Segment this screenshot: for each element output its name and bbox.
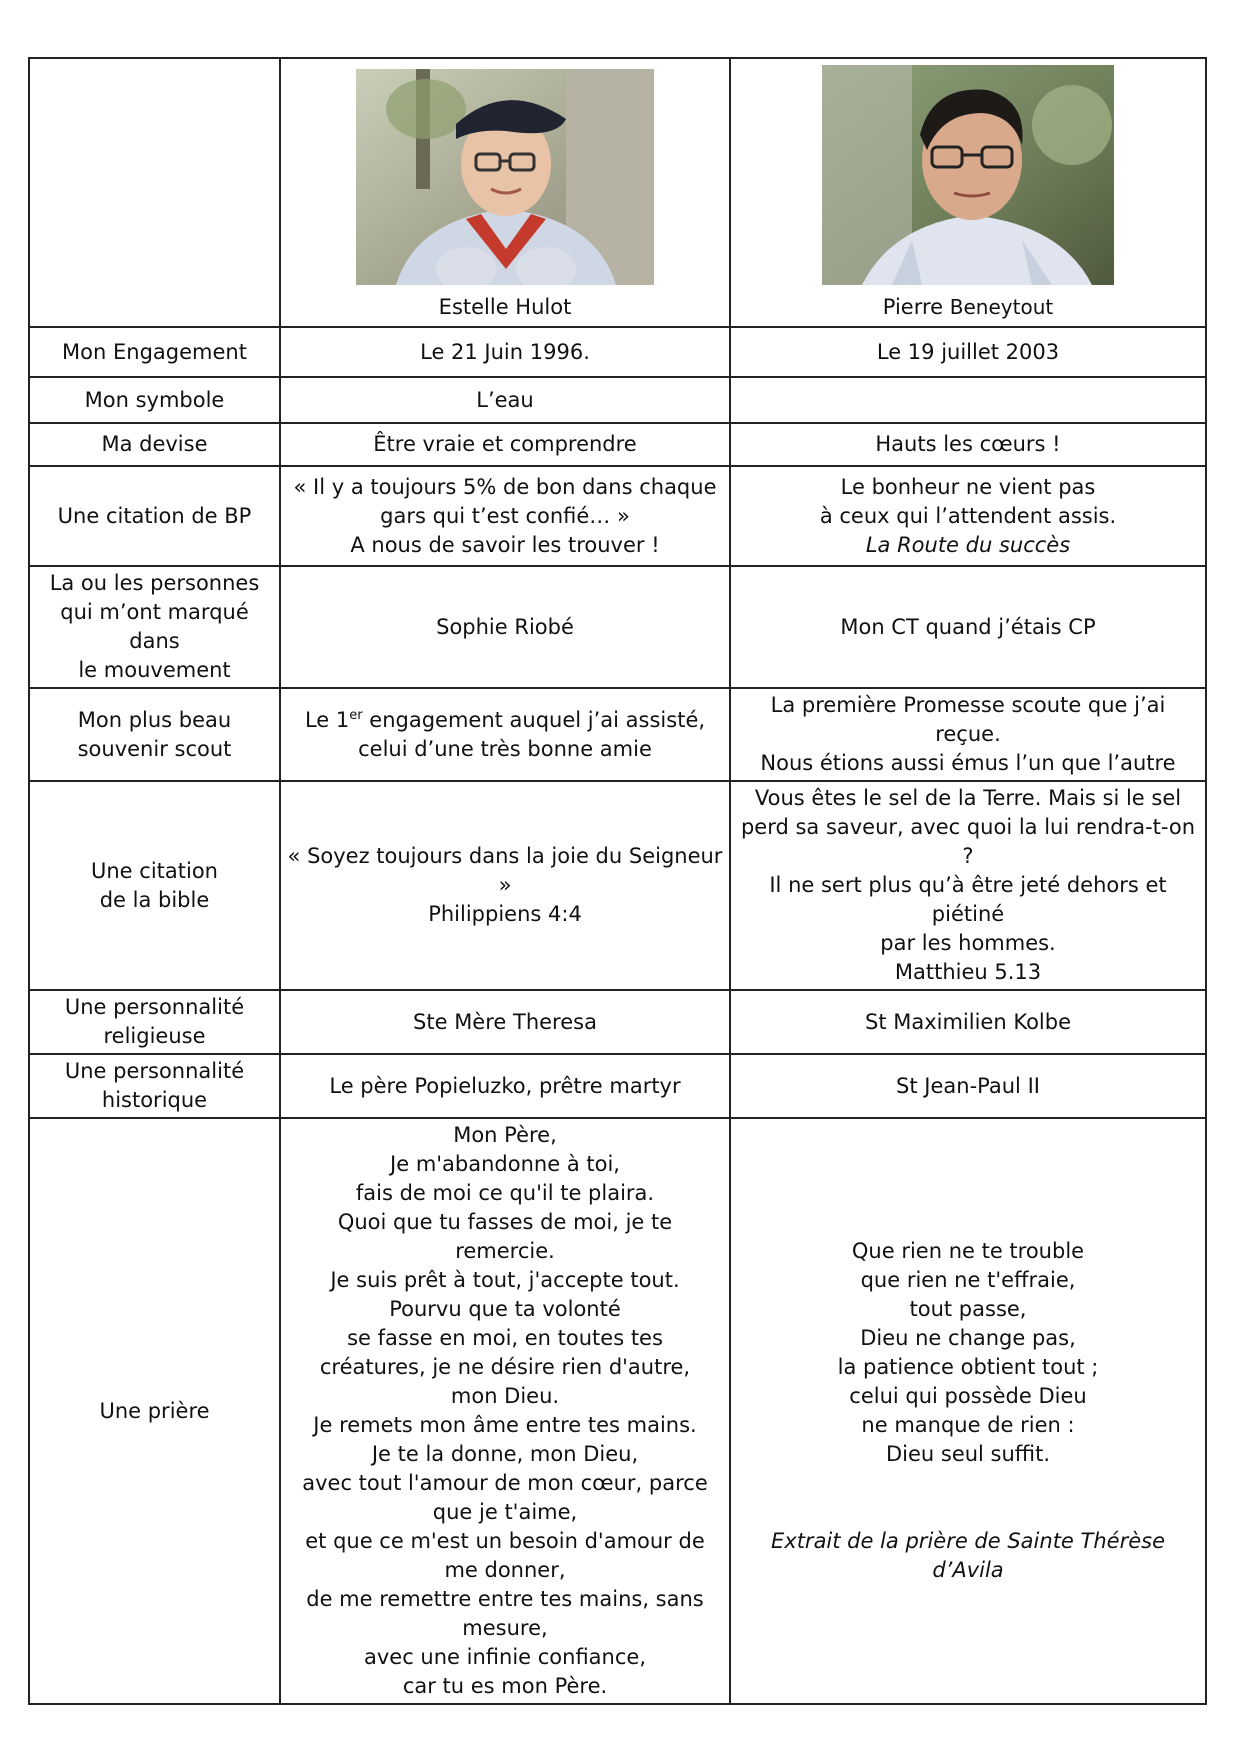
- header-empty-cell: [29, 58, 280, 327]
- table-row: [29, 566, 1206, 688]
- profile-table: [28, 57, 1207, 1705]
- person-b-value: La première Promesse scoute que j’ai reçue. Nous étions aussi émus l’un que l’autre: [730, 688, 1206, 781]
- table-row: [29, 1118, 1206, 1704]
- person-b-cell: [730, 58, 1206, 327]
- person-b-value: [730, 377, 1206, 423]
- person-b-value: Mon CT quand j’étais CP: [730, 566, 1206, 688]
- person-a-value: Être vraie et comprendre: [280, 423, 730, 466]
- souvenir-a-pre: Le 1: [304, 707, 350, 732]
- person-a-value: Sophie Riobé: [280, 566, 730, 688]
- table-row: [29, 423, 1206, 466]
- table-row: [29, 466, 1206, 566]
- person-b-firstname: Pierre: [882, 295, 944, 319]
- souvenir-a-sup: er: [349, 707, 363, 723]
- row-label: Mon symbole: [29, 377, 280, 423]
- person-a-cell: [280, 58, 730, 327]
- table-row: [29, 1054, 1206, 1118]
- row-label: Une prière: [29, 1118, 280, 1704]
- person-a-photo: [356, 69, 654, 285]
- person-a-value: L’eau: [280, 377, 730, 423]
- table-row: [29, 990, 1206, 1054]
- person-b-lastname: Beneytout: [949, 295, 1054, 319]
- row-label: Mon plus beau souvenir scout: [29, 688, 280, 781]
- person-b-value: [730, 466, 1206, 566]
- row-label: Une citation de la bible: [29, 781, 280, 990]
- prayer-spacer: [737, 1469, 1199, 1527]
- person-b-value: St Maximilien Kolbe: [730, 990, 1206, 1054]
- person-b-photo: [822, 65, 1114, 285]
- prayer-b-text: Que rien ne te trouble que rien ne t'effraie, tout passe, Dieu ne change pas, la patience obtient tout ; celui qui possède Dieu ne manque de rien : Dieu seul suffit.: [837, 1239, 1099, 1466]
- person-a-value: Ste Mère Theresa: [280, 990, 730, 1054]
- row-label: Une citation de BP: [29, 466, 280, 566]
- person-a-value: Le père Popieluzko, prêtre martyr: [280, 1054, 730, 1118]
- table-row: [29, 781, 1206, 990]
- person-b-value: St Jean-Paul II: [730, 1054, 1206, 1118]
- table-row: [29, 377, 1206, 423]
- person-a-value: [280, 688, 730, 781]
- person-a-value: « Soyez toujours dans la joie du Seigneur » Philippiens 4:4: [280, 781, 730, 990]
- bp-quote-text: Le bonheur ne vient pas à ceux qui l’attendent assis.: [819, 474, 1117, 528]
- bp-quote-source: La Route du succès: [865, 532, 1071, 557]
- table-row: [29, 688, 1206, 781]
- person-b-value: Hauts les cœurs !: [730, 423, 1206, 466]
- header-row: [29, 58, 1206, 327]
- row-label: La ou les personnes qui m’ont marqué dans le mouvement: [29, 566, 280, 688]
- person-a-value: « Il y a toujours 5% de bon dans chaque gars qui t’est confié… » A nous de savoir les trouver !: [280, 466, 730, 566]
- person-a-value: Le 21 Juin 1996.: [280, 327, 730, 377]
- row-label: Ma devise: [29, 423, 280, 466]
- person-b-value: Vous êtes le sel de la Terre. Mais si le sel perd sa saveur, avec quoi la lui rendra-t-on ? Il ne sert plus qu’à être jeté dehors et piétiné par les hommes. Matthieu 5.13: [730, 781, 1206, 990]
- person-b-value: Le 19 juillet 2003: [730, 327, 1206, 377]
- row-label: Mon Engagement: [29, 327, 280, 377]
- row-label: Une personnalité historique: [29, 1054, 280, 1118]
- person-a-name: Estelle Hulot: [438, 295, 572, 319]
- souvenir-a-post: engagement auquel j’ai assisté, celui d’une très bonne amie: [358, 707, 706, 761]
- person-a-value: Mon Père, Je m'abandonne à toi, fais de moi ce qu'il te plaira. Quoi que tu fasses de moi, je te remercie. Je suis prêt à tout, j'accepte tout. Pourvu que ta volonté se fasse en moi, en toutes tes créatures, je ne désire rien d'autre, mon Dieu. Je remets mon âme entre tes mains. Je te la donne, mon Dieu, avec tout l'amour de mon cœur, parce que je t'aime, et que ce m'est un besoin d'amour de me donner, de me remettre entre tes mains, sans mesure, avec une infinie confiance, car tu es mon Père.: [280, 1118, 730, 1704]
- person-b-value: [730, 1118, 1206, 1704]
- table-row: [29, 327, 1206, 377]
- prayer-b-source: Extrait de la prière de Sainte Thérèse d’Avila: [771, 1529, 1165, 1582]
- row-label: Une personnalité religieuse: [29, 990, 280, 1054]
